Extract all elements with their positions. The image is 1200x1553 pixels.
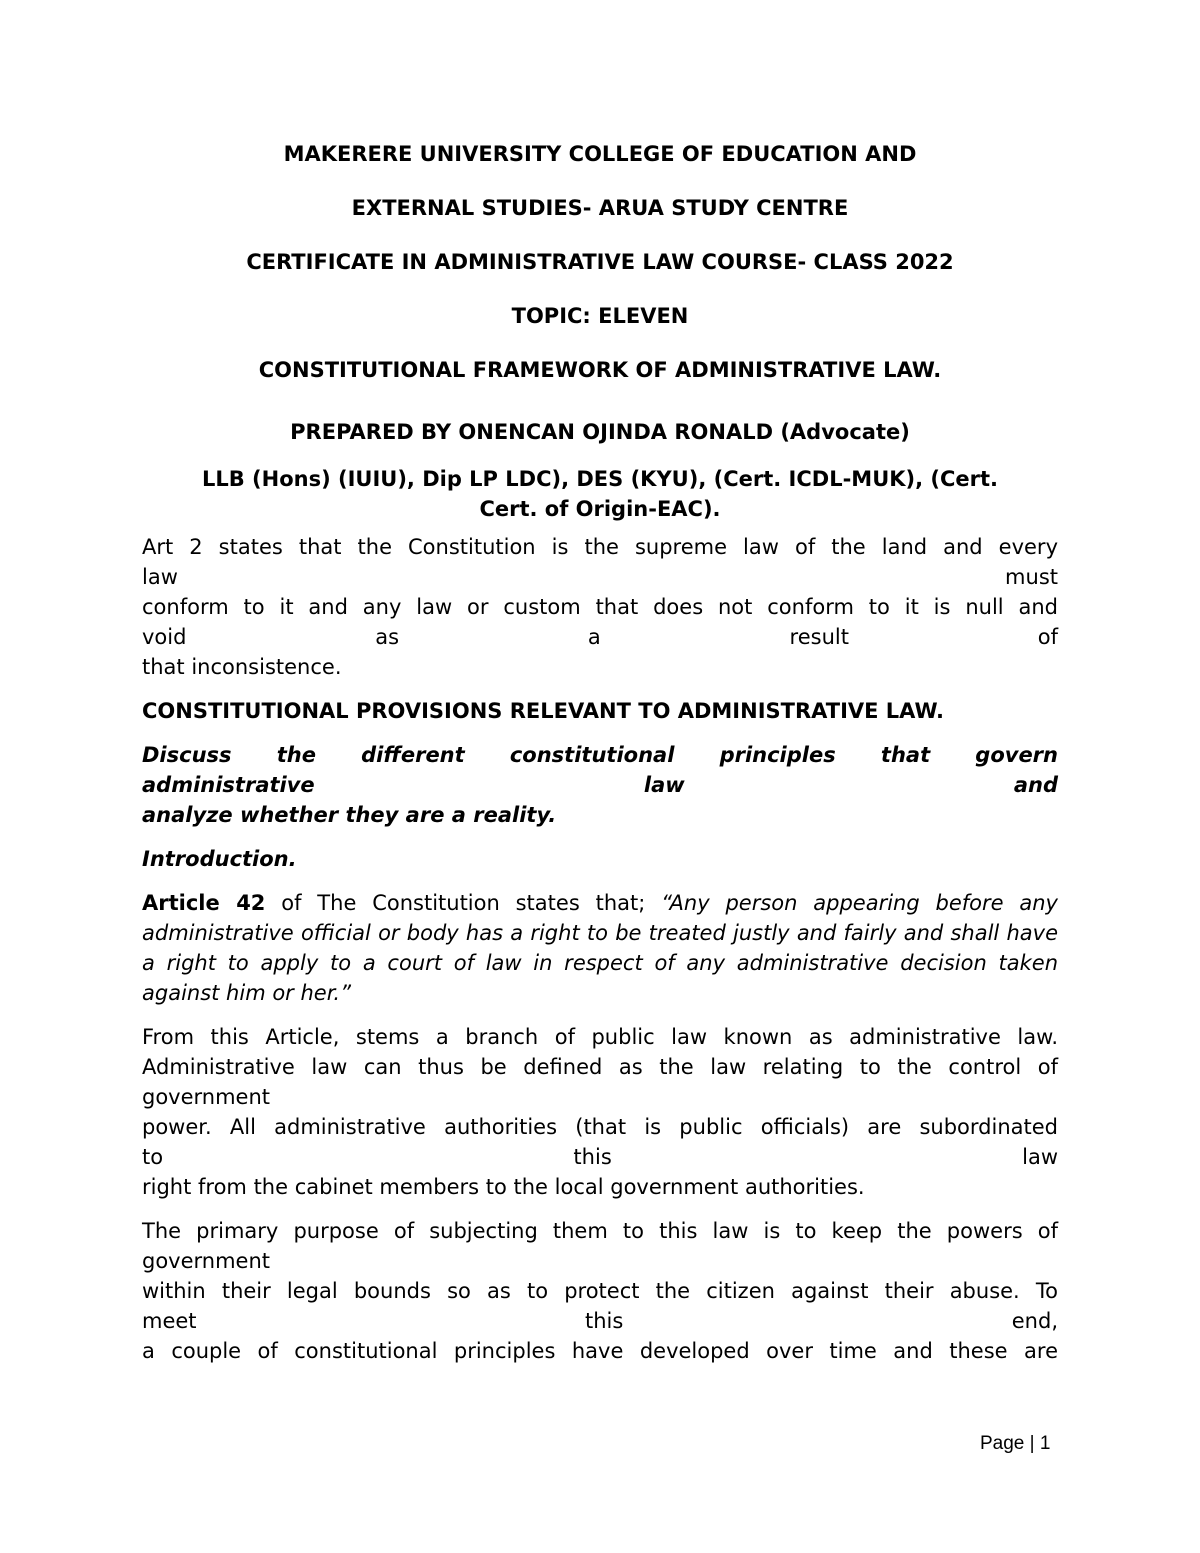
paragraph-purpose [142, 1216, 1058, 1366]
heading-course: CERTIFICATE IN ADMINISTRATIVE LAW COURSE- CLASS 2022 [246, 250, 954, 274]
discussion-question [142, 740, 1058, 830]
discuss-line-3: analyze whether they are a reality. [142, 803, 557, 827]
paragraph-from-article [142, 1022, 1058, 1202]
credentials-line-1: LLB (Hons) (IUIU), Dip LP LDC), DES (KYU), (Cert. ICDL-MUK), (Cert. [201, 467, 999, 491]
section-heading-provisions: CONSTITUTIONAL PROVISIONS RELEVANT TO ADMINISTRATIVE LAW. [142, 699, 944, 723]
from-line-1: From this Article, stems a branch of public law known as administrative law. [142, 1025, 1058, 1049]
art2-line-2: law must [142, 565, 1058, 589]
art2-line-3: conform to it and any law or custom that does not conform to it is null and [142, 595, 1058, 619]
from-line-4: power. All administrative authorities (that is public officials) are subordinated [142, 1115, 1058, 1139]
heading-topic: TOPIC: ELEVEN [511, 304, 689, 328]
from-line-3: government [142, 1085, 271, 1109]
discuss-line-1: Discuss the different constitutional principles that govern [142, 743, 1058, 767]
heading-credentials [142, 464, 1058, 524]
purpose-line-3: within their legal bounds so as to protect the citizen against their abuse. To [142, 1279, 1058, 1303]
from-line-5: to this law [142, 1145, 1058, 1169]
purpose-line-4: meet this end, [142, 1309, 1058, 1333]
purpose-line-1: The primary purpose of subjecting them to this law is to keep the powers of [142, 1219, 1058, 1243]
article-42-quote: “Any person appearing before any administrative official or body has a right to be treated justly and fairly and shall have a right to apply to a court of law in respect of any administrative decision taken against him or her.” [142, 891, 1058, 1005]
art2-line-1: Art 2 states that the Constitution is the supreme law of the land and every [142, 535, 1058, 559]
art2-line-4: void as a result of [142, 625, 1058, 649]
heading-author: PREPARED BY ONENCAN OJINDA RONALD (Advocate) [290, 420, 910, 444]
heading-study-centre: EXTERNAL STUDIES- ARUA STUDY CENTRE [351, 196, 849, 220]
credentials-line-2: Cert. of Origin-EAC). [479, 497, 721, 521]
article-42-label: Article 42 [142, 891, 266, 915]
introduction-heading: Introduction. [142, 847, 297, 871]
purpose-line-5: a couple of constitutional principles have developed over time and these are [142, 1339, 1058, 1363]
purpose-line-2: government [142, 1249, 271, 1273]
heading-title: CONSTITUTIONAL FRAMEWORK OF ADMINISTRATIVE LAW. [258, 358, 942, 382]
paragraph-article-42 [142, 888, 1058, 1008]
from-line-2: Administrative law can thus be defined as the law relating to the control of [142, 1055, 1058, 1079]
paragraph-art2 [142, 532, 1058, 682]
article-42-lead: of The Constitution states that; [265, 891, 662, 915]
discuss-line-2: administrative law and [142, 773, 1058, 797]
heading-university: MAKERERE UNIVERSITY COLLEGE OF EDUCATION AND [283, 142, 917, 166]
page-number-footer: Page | 1 [980, 1433, 1051, 1454]
art2-line-5: that inconsistence. [142, 655, 342, 679]
document-body [142, 138, 1058, 1366]
from-line-6: right from the cabinet members to the local government authorities. [142, 1175, 865, 1199]
